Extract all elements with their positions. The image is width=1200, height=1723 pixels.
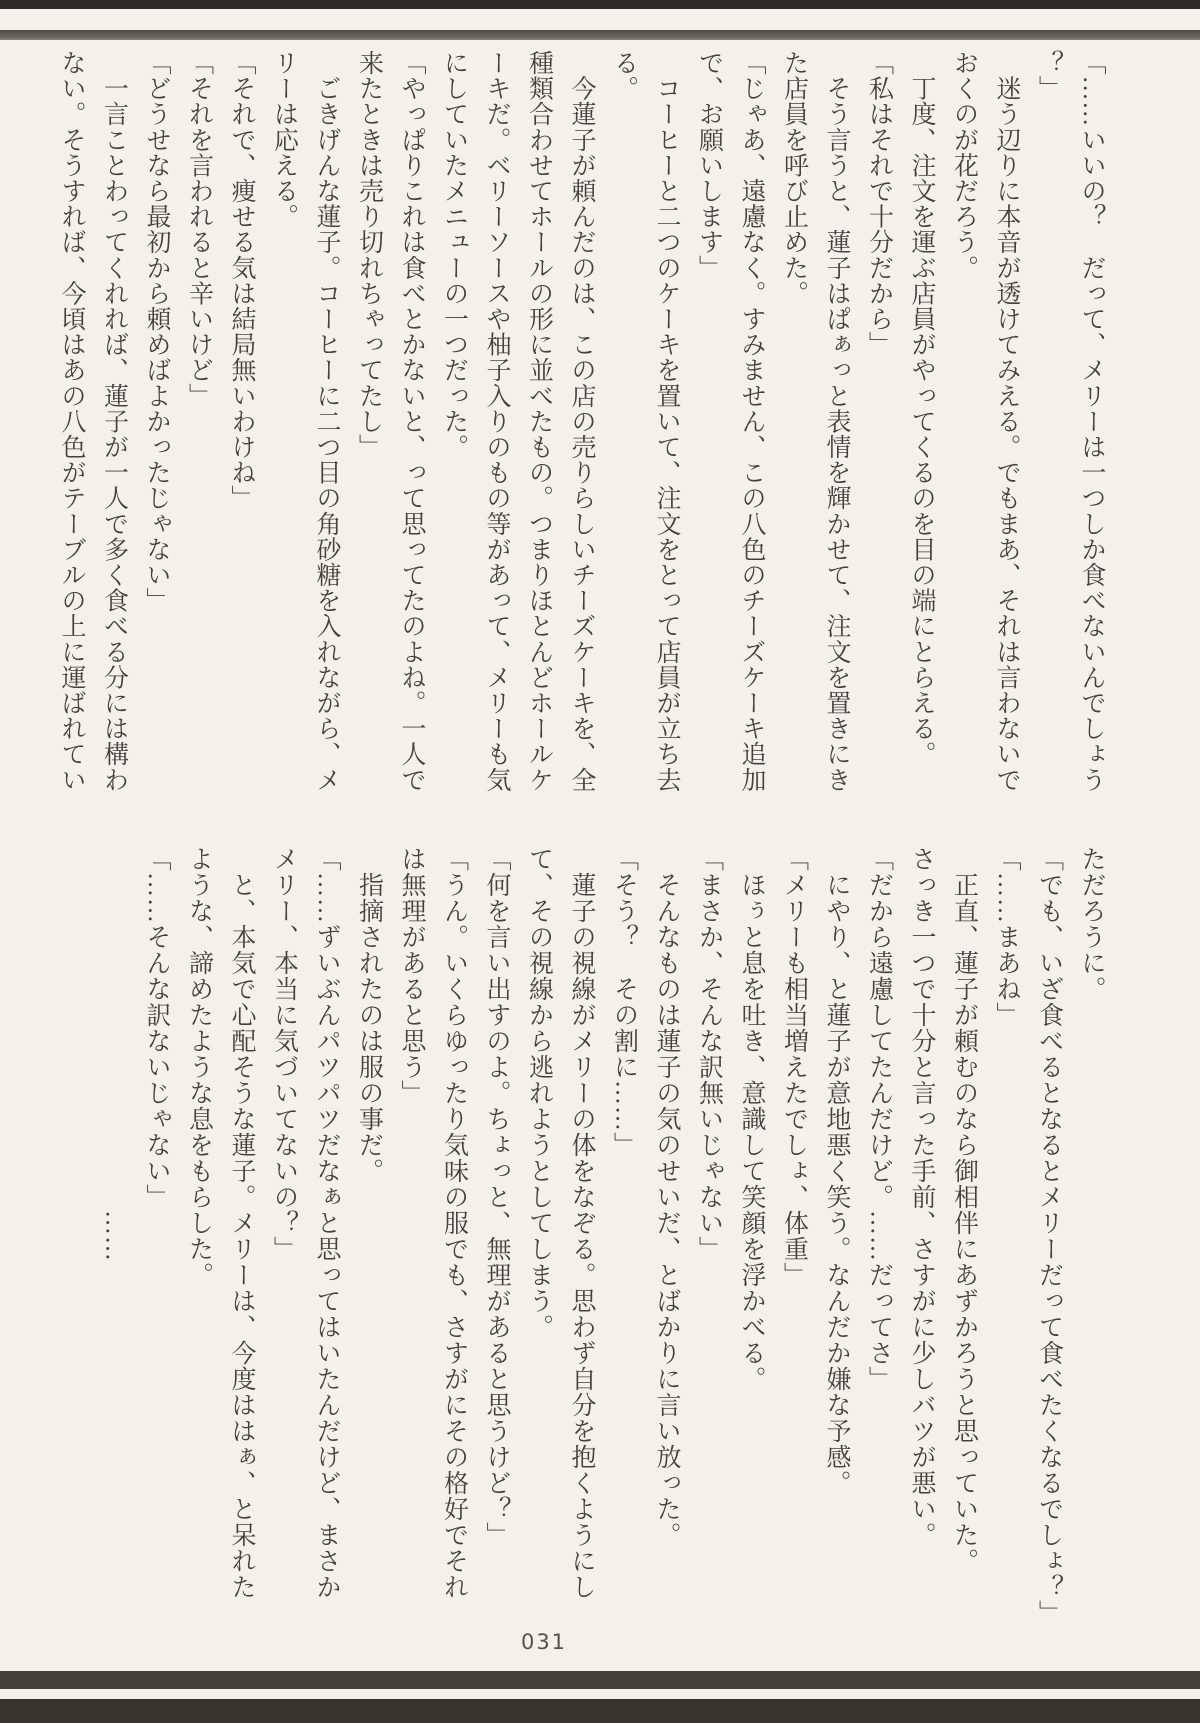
text-column: 「……ずいぶんパツパツだなぁと思ってはいたんだけど、まさか [313, 846, 340, 1600]
bottom-bar-lower [0, 1699, 1200, 1723]
text-column: て、その視線から逃れようとしてしまう。 [525, 846, 553, 1340]
top-edge-bar [0, 0, 1200, 9]
text-column: る。 [610, 50, 638, 102]
text-column: 指摘されたのは服の事だ。 [355, 846, 383, 1184]
text-column: 「うん。いくらゆったり気味の服でも、さすがにその格好でそれ [440, 846, 468, 1600]
text-column: 蓮子の視線がメリーの体をなぞる。思わず自分を抱くようにし [568, 846, 595, 1600]
text-column: 「……まあね」 [993, 846, 1020, 1028]
text-column: 「それを言われると辛いけど」 [185, 50, 213, 409]
text-column: そんなものは蓮子の気のせいだ、とばかりに言い放った。 [653, 846, 680, 1548]
text-column: にやり、と蓮子が意地悪く笑う。なんだか嫌な予感。 [823, 846, 850, 1496]
text-column: ほぅと息を吐き、意識して笑顔を浮かべる。 [738, 846, 765, 1392]
text-column: は無理があると思う」 [398, 846, 425, 1106]
text-column: ？」 [1035, 50, 1063, 102]
text-column: 「まさか、そんな訳無いじゃない」 [695, 846, 723, 1262]
text-column: た店員を呼び止めた。 [780, 50, 808, 306]
text-column: で、お願いします」 [695, 50, 723, 281]
text-column: 「私はそれで十分だから」 [865, 50, 893, 358]
text-column: 「やっぱりこれは食べとかないと、って思ってたのよね。一人で [398, 50, 425, 793]
text-column: コーヒーと二つのケーキを置いて、注文をとって店員が立ち去 [653, 50, 680, 793]
page-number: 031 [520, 1630, 568, 1654]
text-column: 一言ことわってくれれば、蓮子が一人で多く食べる分には構わ [100, 50, 128, 793]
text-column: 来たときは売り切れちゃってたし」 [355, 50, 383, 460]
text-column: 迷う辺りに本音が透けてみえる。でもまあ、それは言わないで [993, 50, 1020, 793]
text-band-top [49, 50, 1112, 792]
text-column: 種類合わせてホールの形に並べたもの。つまりほとんどホールケ [525, 50, 553, 793]
text-column: 「……いいの？ だって、メリーは一つしか食べないんでしょう [1078, 50, 1105, 793]
text-column: ーキだ。ベリーソースや柚子入りのもの等があって、メリーも気 [483, 50, 510, 793]
text-column: そう言うと、蓮子はぱぁっと表情を輝かせて、注文を置きにき [823, 50, 850, 793]
text-column: 「どうせなら最初から頼めばよかったじゃない」 [143, 50, 170, 614]
text-column: 今蓮子が頼んだのは、この店の売りらしいチーズケーキを、全 [568, 50, 595, 793]
text-band-bottom [92, 846, 1112, 1626]
text-column: さっき一つで十分と言った手前、さすがに少しバツが悪い。 [908, 846, 935, 1548]
bottom-bar-upper [0, 1671, 1200, 1689]
text-column: 「でも、いざ食べるとなるとメリーだって食べたくなるでしょ？」 [1035, 846, 1063, 1626]
text-column: メリー、本当に気づいてないの？」 [270, 846, 298, 1262]
text-column: 「何を言い出すのよ。ちょっと、無理があると思うけど？」 [483, 846, 510, 1548]
top-rule-bar [0, 30, 1200, 40]
text-column: ない。そうすれば、今頃はあの八色がテーブルの上に運ばれてい [58, 50, 85, 793]
text-column: 「……そんな訳ないじゃない」 [143, 846, 170, 1210]
text-column: ごきげんな蓮子。コーヒーに二つ目の角砂糖を入れながら、メ [313, 50, 340, 793]
text-column: 「メリーも相当増えたでしょ、体重」 [780, 846, 808, 1288]
text-column: …… [100, 846, 128, 1262]
text-column: 「それで、痩せる気は結局無いわけね」 [228, 50, 255, 511]
text-column: にしていたメニューの一つだった。 [440, 50, 468, 460]
text-column: 正直、蓮子が頼むのなら御相伴にあずかろうと思っていた。 [950, 846, 978, 1574]
text-column: と、本気で心配そうな蓮子。メリーは、今度ははぁ、と呆れた [228, 846, 255, 1600]
text-column: ような、諦めたような息をもらした。 [185, 846, 213, 1288]
text-column: 「だから遠慮してたんだけど。……だってさ」 [865, 846, 893, 1392]
text-column: おくのが花だろう。 [950, 50, 978, 281]
text-column: ただろうに。 [1078, 846, 1105, 1002]
text-column: 「じゃあ、遠慮なく。すみません、この八色のチーズケーキ追加 [738, 50, 765, 793]
text-column: 丁度、注文を運ぶ店員がやってくるのを目の端にとらえる。 [908, 50, 935, 767]
text-column: 「そう？ その割に……」 [610, 846, 638, 1158]
text-column: リーは応える。 [270, 50, 298, 230]
